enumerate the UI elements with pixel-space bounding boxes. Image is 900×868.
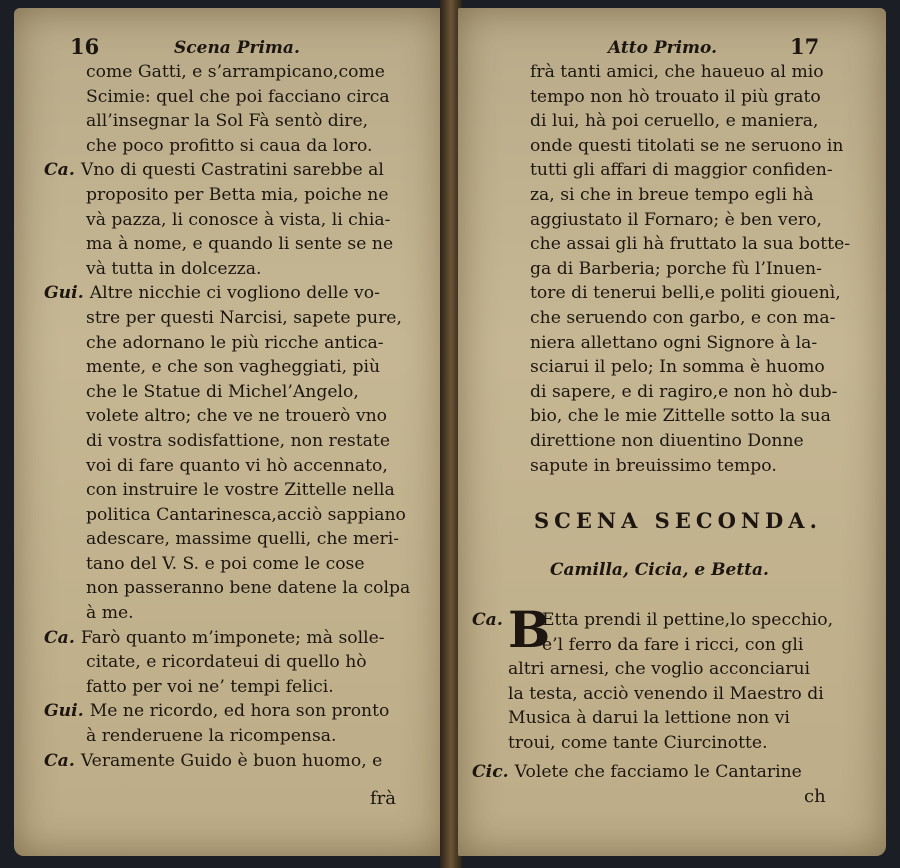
line-text: che adornano le più ricche antica- [86,332,384,353]
text-line: di lui, hà poi ceruello, e maniera, [530,111,819,132]
text-line: frà tanti amici, che haueuo al mio [530,62,824,82]
text-line [44,626,410,651]
text-line [44,134,410,159]
speaker-label: Ca. [44,750,75,771]
text-line: altri arnesi, che voglio acconciarui [508,659,811,680]
text-line [44,404,410,429]
line-text: fatto per voi ne’ tempi felici. [86,676,334,697]
text-line [44,208,410,233]
speech-block [508,608,834,756]
line-text: và tutta in dolcezza. [86,258,262,279]
line-text: che poco profitto si caua da loro. [86,135,373,156]
text-line [44,331,410,356]
text-line [44,699,410,724]
speech-line [472,760,802,785]
line-text: Vno di questi Castratini sarebbe al [80,160,384,181]
catchword: ch [804,786,826,807]
right-text-block [530,60,850,478]
speaker-label: Gui. [44,701,84,722]
line-text: tano del V. S. e poi come le cose [86,553,365,574]
text-line: troui, come tante Ciurcinotte. [508,732,768,753]
line-text: à me. [86,603,134,624]
page-number: 16 [70,34,100,59]
text-line [44,158,410,183]
text-line [44,601,410,626]
text-line: Musica à darui la lettione non vi [508,708,790,729]
line-text: non passeranno bene datene la colpa [86,578,411,599]
text-line: Etta prendi il pettine,lo specchio, [542,610,834,630]
running-head: Scena Prima. [174,38,300,58]
catchword: frà [370,788,396,809]
text-line [44,650,410,675]
line-text: di vostra sodisfattione, non restate [86,430,390,451]
text-line [44,183,410,208]
line-text: adescare, massime quelli, che meri- [86,529,400,550]
text-line [44,380,410,405]
line-text: con instruire le vostre Zittelle nella [86,480,395,501]
line-text: ma à nome, e quando li sente se ne [86,234,394,255]
line-text: politica Cantarinesca,acciò sappiano [86,504,406,525]
text-line [44,60,410,85]
right-page [458,8,886,856]
text-line [44,281,410,306]
line-text: Me ne ricordo, ed hora son pronto [89,701,390,722]
text-line [44,724,410,749]
line-text: Farò quanto m’imponete; mà solle- [80,627,385,648]
text-line: ga di Barberia; porche fù l’Inuen- [530,258,822,279]
text-line: aggiustato il Fornaro; è ben vero, [530,209,822,230]
line-text: và pazza, li conosce à vista, li chia- [86,209,391,230]
drop-cap: B [508,600,551,659]
line-text: à renderuene la ricompensa. [86,726,337,747]
text-line: niera allettano ogni Signore à la- [530,332,818,353]
text-line: direttione non diuentino Donne [530,430,804,451]
text-line: e’l ferro da fare i ricci, con gli [542,634,804,655]
text-line [44,478,410,503]
text-line [44,749,410,774]
text-line: la testa, acciò venendo il Maestro di [508,683,824,704]
text-line: za, si che in breue tempo egli hà [530,184,814,205]
page-number: 17 [790,34,820,59]
text-line [44,306,410,331]
text-line: sciarui il pelo; In somma è huomo [530,357,825,378]
cast-list: Camilla, Cicia, e Betta. [550,560,769,580]
speaker-label: Ca. [44,160,75,181]
text-line [44,257,410,282]
text-line [44,552,410,577]
speaker-label: Ca. [472,610,503,630]
text-line [44,109,410,134]
line-text: volete altro; che ve ne trouerò vno [86,406,387,427]
text-line [44,527,410,552]
speech-speaker [472,608,509,633]
text-line [44,232,410,257]
line-text: Altre nicchie ci vogliono delle vo- [89,283,380,304]
text-line [44,85,410,110]
line-text: all’insegnar la Sol Fà sentò dire, [86,111,369,132]
text-line: tutti gli affari di maggior confiden- [530,160,833,181]
speaker-label: Ca. [44,627,75,648]
text-line [44,429,410,454]
line-text: Veramente Guido è buon huomo, e [80,750,383,771]
text-line [44,503,410,528]
line-text: proposito per Betta mia, poiche ne [86,184,389,205]
left-text-block [44,60,410,773]
left-page [14,8,444,856]
text-line: bio, che le mie Zittelle sotto la sua [530,406,831,427]
line-text: voi di fare quanto vi hò accennato, [86,455,388,476]
text-line [44,576,410,601]
text-line: tempo non hò trouato il più grato [530,86,821,107]
text-line: sapute in breuissimo tempo. [530,455,777,476]
line-text: stre per questi Narcisi, sapete pure, [86,307,402,328]
text-line: di sapere, e di ragiro,e non hò dub- [530,381,838,402]
text-line: che assai gli hà fruttato la sua botte- [530,234,851,255]
text-line: che seruendo con garbo, e con ma- [530,307,836,328]
text-line [44,355,410,380]
text-line: onde questi titolati se ne seruono in [530,135,844,156]
running-head: Atto Primo. [608,38,717,58]
line-text: come Gatti, e s’arrampicano,come [86,62,385,82]
speaker-label: Gui. [44,283,84,304]
speaker-label: Cic. [472,762,509,782]
line-text: che le Statue di Michel’Angelo, [86,381,359,402]
line-text: citate, e ricordateui di quello hò [86,652,367,673]
scene-title: SCENA SECONDA. [534,508,822,533]
text-line: tore di tenerui belli,e politi giouenì, [530,283,841,304]
line-text: mente, e che son vagheggiati, più [86,357,381,378]
text-line [44,675,410,700]
line-text: Volete che facciamo le Cantarine [514,762,802,782]
line-text: Scimie: quel che poi facciano circa [86,86,390,107]
text-line [44,454,410,479]
